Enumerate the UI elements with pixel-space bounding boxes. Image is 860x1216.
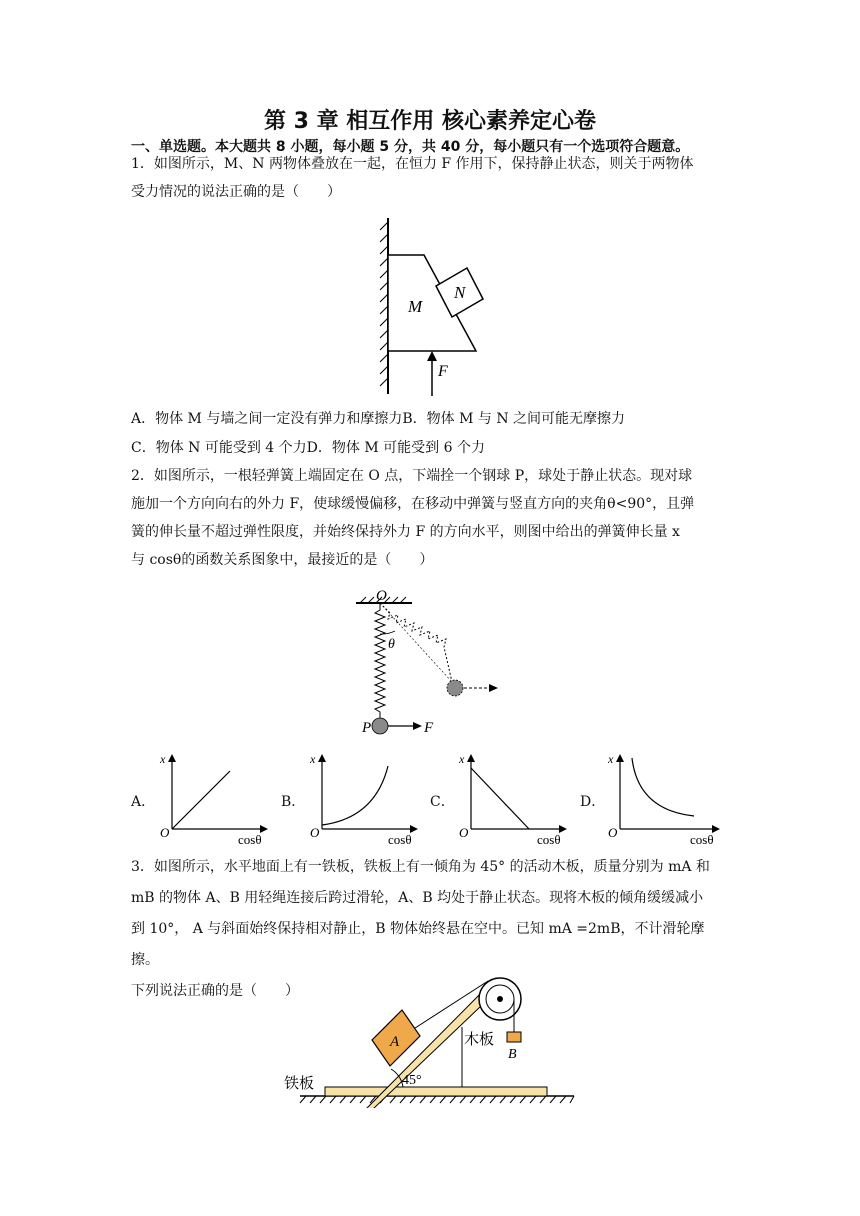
label-f: F — [438, 363, 448, 380]
question-2-stem — [131, 462, 731, 574]
graph-b-origin-label: O — [310, 825, 320, 840]
dashed-force-arrow — [464, 684, 498, 692]
label-iron: 铁板 — [284, 1074, 315, 1092]
graph-a[interactable] — [150, 748, 276, 848]
graph-d-origin-label: O — [608, 825, 618, 840]
graph-b-x-label: cosθ — [388, 832, 412, 847]
iron-plate — [325, 1087, 547, 1096]
question-1-stem — [131, 150, 731, 206]
wall — [380, 218, 388, 394]
question-1-figure — [372, 214, 492, 404]
question-1-option-a[interactable]: A．物体 M 与墙之间一定没有弹力和摩擦力 — [131, 411, 403, 427]
question-1-option-d[interactable]: D．物体 M 可能受到 6 个力 — [306, 440, 485, 456]
graph-c-x-label: cosθ — [537, 832, 561, 847]
ground — [300, 1096, 574, 1103]
label-theta: θ — [388, 637, 395, 652]
graph-c-origin-label: O — [459, 825, 469, 840]
question-1-options-row-2 — [131, 437, 485, 457]
question-3-line-3: 到 10°， A 与斜面始终保持相对静止，B 物体始终悬在空中。已知 mA =2mB，不计滑轮摩擦。 — [131, 921, 705, 968]
graph-d-y-label: x — [608, 752, 614, 766]
question-2-option-c[interactable]: C． — [430, 794, 455, 810]
graph-a-origin-label: O — [160, 825, 170, 840]
label-o: O — [376, 588, 387, 604]
graph-d-curve — [632, 758, 694, 816]
label-n: N — [454, 283, 466, 302]
question-2-option-a[interactable]: A． — [131, 794, 156, 810]
ball-p — [372, 718, 388, 734]
graph-b-y-label: x — [310, 752, 316, 766]
graph-d-x-label: cosθ — [690, 832, 714, 847]
page-title: 第 3 章 相互作用 核心素养定心卷 — [264, 109, 596, 134]
graph-c-y-label: x — [459, 752, 465, 766]
question-2-option-b[interactable]: B． — [281, 794, 306, 810]
label-m: M — [408, 297, 423, 316]
graph-a-curve — [172, 771, 230, 829]
ball-displaced — [447, 680, 463, 696]
question-3-line-4: 下列说法正确的是（ ） — [131, 983, 299, 999]
label-b: B — [508, 1047, 517, 1062]
label-f-2: F — [424, 720, 434, 736]
question-2-line-4: 与 cosθ的函数关系图象中，最接近的是（ ） — [131, 552, 434, 568]
section-heading: 一、单选题。本大题共 8 小题，每小题 5 分，共 40 分，每小题只有一个选项符合题意。 — [131, 139, 690, 155]
graph-c-curve — [471, 768, 529, 829]
graph-d[interactable] — [598, 748, 728, 848]
graph-b-curve — [322, 766, 388, 825]
label-board: 木板 — [464, 1030, 495, 1048]
label-angle: 45° — [402, 1073, 422, 1088]
label-a: A — [390, 1034, 400, 1050]
graph-b[interactable] — [300, 748, 426, 848]
graph-a-y-label: x — [160, 752, 166, 766]
spring-vertical — [375, 603, 385, 718]
question-1-option-b[interactable]: B．物体 M 与 N 之间可能无摩擦力 — [402, 411, 626, 427]
question-1-line-2: 受力情况的说法正确的是（ ） — [131, 184, 341, 200]
question-3-line-1: 3．如图所示，水平地面上有一铁板，铁板上有一倾角为 45° 的活动木板，质量分别为 mA 和 — [131, 859, 710, 875]
pulley — [479, 978, 521, 1020]
force-f-arrow-2 — [388, 722, 422, 730]
question-1-option-c[interactable]: C．物体 N 可能受到 4 个力 — [131, 440, 307, 456]
question-2-option-d[interactable]: D． — [580, 794, 606, 810]
force-f-arrow — [427, 351, 437, 396]
graph-c[interactable] — [449, 748, 575, 848]
question-2-figure — [350, 586, 510, 738]
question-3-figure — [282, 972, 582, 1108]
question-2-line-2: 施加一个方向向右的外力 F，使球缓慢偏移，在移动中弹簧与竖直方向的夹角θ<90°，且弹 — [131, 496, 695, 512]
block-b — [507, 1032, 521, 1042]
question-1-options-row-1 — [131, 408, 625, 428]
question-2-line-3: 簧的伸长量不超过弹性限度，并始终保持外力 F 的方向水平，则图中给出的弹簧伸长量 x — [131, 524, 680, 540]
label-p: P — [362, 720, 372, 736]
question-2-line-1: 2．如图所示，一根轻弹簧上端固定在 O 点，下端拴一个钢球 P，球处于静止状态。现对球 — [131, 468, 693, 484]
graph-a-x-label: cosθ — [238, 832, 262, 847]
question-1-line-1: 1．如图所示，M、N 两物体叠放在一起，在恒力 F 作用下，保持静止状态，则关于两物体 — [131, 156, 694, 172]
question-3-line-2: mB 的物体 A、B 用轻绳连接后跨过滑轮，A、B 均处于静止状态。现将木板的倾角缓缓减小 — [131, 890, 704, 906]
